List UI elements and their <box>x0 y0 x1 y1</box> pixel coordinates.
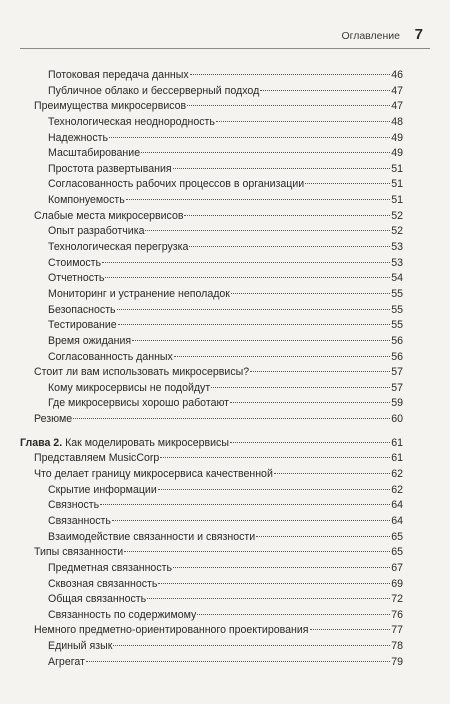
toc-page-number: 55 <box>391 319 403 332</box>
dot-leader <box>145 230 390 231</box>
dot-leader <box>141 152 390 153</box>
toc-entry <box>0 498 450 514</box>
page-number: 7 <box>414 26 423 43</box>
toc-page-number: 51 <box>391 162 403 175</box>
dot-leader <box>250 371 390 372</box>
toc-entry <box>0 209 450 225</box>
table-of-contents <box>0 68 450 670</box>
toc-entry-label: Преимущества микросервисов <box>34 100 187 113</box>
dot-leader <box>126 199 390 200</box>
toc-page-number: 57 <box>391 366 403 379</box>
dot-leader <box>132 340 390 341</box>
toc-entry <box>0 467 450 483</box>
toc-entry <box>0 193 450 209</box>
toc-entry <box>0 350 450 366</box>
dot-leader <box>158 489 390 490</box>
toc-entry-label: Тестирование <box>48 319 117 332</box>
toc-page-number: 64 <box>391 499 403 512</box>
toc-entry-label: Взаимодействие связанности и связности <box>48 530 256 543</box>
dot-leader <box>216 121 390 122</box>
dot-leader <box>113 645 390 646</box>
toc-entry-label: Слабые места микросервисов <box>34 209 184 222</box>
toc-page-number: 57 <box>391 381 403 394</box>
dot-leader <box>147 598 390 599</box>
dot-leader <box>197 614 390 615</box>
toc-entry-label: Агрегат <box>48 655 85 668</box>
toc-page-number: 59 <box>391 397 403 410</box>
toc-entry <box>0 396 450 412</box>
toc-entry-label: Технологическая перегрузка <box>48 241 189 254</box>
toc-entry-label: Представляем MusicCorp <box>34 452 160 465</box>
dot-leader <box>189 246 390 247</box>
toc-entry-label: Скрытие информации <box>48 483 157 496</box>
toc-page-number: 76 <box>391 608 403 621</box>
dot-leader <box>184 215 390 216</box>
toc-entry-label: Сквозная связанность <box>48 577 158 590</box>
dot-leader <box>187 105 390 106</box>
toc-entry-label: Связанность по содержимому <box>48 608 197 621</box>
toc-entry-label: Немного предметно-ориентированного проектирования <box>34 624 309 637</box>
toc-entry-label: Резюме <box>34 413 73 426</box>
dot-leader <box>124 551 390 552</box>
toc-entry <box>0 412 450 428</box>
toc-page-number: 53 <box>391 256 403 269</box>
toc-page-number: 65 <box>391 546 403 559</box>
toc-entry-label: Стоимость <box>48 256 102 269</box>
dot-leader <box>86 661 390 662</box>
toc-entry <box>0 545 450 561</box>
toc-page-number: 47 <box>391 100 403 113</box>
toc-page-number: 54 <box>391 272 403 285</box>
toc-entry-label: Простота развертывания <box>48 162 172 175</box>
toc-entry <box>0 162 450 178</box>
toc-page-number: 61 <box>391 452 403 465</box>
toc-entry <box>0 608 450 624</box>
header-rule <box>20 48 430 49</box>
toc-entry-label: Технологическая неоднородность <box>48 115 215 128</box>
dot-leader <box>211 387 390 388</box>
toc-entry <box>0 240 450 256</box>
toc-entry <box>0 224 450 240</box>
toc-page-number: 47 <box>391 84 403 97</box>
toc-entry-label: Стоит ли вам использовать микросервисы? <box>34 366 250 379</box>
toc-entry-label: Связность <box>48 499 100 512</box>
toc-page-number: 79 <box>391 655 403 668</box>
dot-leader <box>174 356 390 357</box>
toc-page-number: 62 <box>391 468 403 481</box>
toc-entry-label: Типы связанности <box>34 546 124 559</box>
dot-leader <box>105 277 390 278</box>
dot-leader <box>160 457 390 458</box>
dot-leader <box>230 402 390 403</box>
dot-leader <box>117 309 391 310</box>
dot-leader <box>231 293 390 294</box>
toc-entry <box>0 639 450 655</box>
toc-entry-label <box>20 436 229 452</box>
dot-leader <box>274 473 390 474</box>
dot-leader <box>190 74 391 75</box>
toc-entry <box>0 561 450 577</box>
toc-entry <box>0 256 450 272</box>
toc-entry-label: Единый язык <box>48 640 113 653</box>
toc-page-number: 46 <box>391 69 403 81</box>
toc-page-number: 56 <box>391 350 403 363</box>
toc-entry <box>0 592 450 608</box>
toc-page-number: 64 <box>391 514 403 527</box>
toc-page-number: 69 <box>391 577 403 590</box>
toc-entry-label: Согласованность рабочих процессов в организации <box>48 178 305 191</box>
dot-leader <box>158 583 390 584</box>
toc-entry-label: Общая связанность <box>48 593 147 606</box>
toc-entry <box>0 99 450 115</box>
toc-entry-label: Публичное облако и бессерверный подход <box>48 84 260 97</box>
toc-entry-label: Мониторинг и устранение неполадок <box>48 287 230 300</box>
toc-entry <box>0 271 450 287</box>
toc-entry <box>0 287 450 303</box>
dot-leader <box>310 629 391 630</box>
toc-page-number: 65 <box>391 530 403 543</box>
toc-entry <box>0 577 450 593</box>
toc-entry <box>0 303 450 319</box>
toc-entry <box>0 365 450 381</box>
toc-entry-label: Связанность <box>48 514 111 527</box>
chapter-title: Как моделировать микросервисы <box>65 436 229 449</box>
toc-page-number: 53 <box>391 241 403 254</box>
toc-entry-label: Безопасность <box>48 303 116 316</box>
toc-entry <box>0 334 450 350</box>
toc-entry <box>0 483 450 499</box>
toc-entry-label: Опыт разработчика <box>48 225 145 238</box>
page-header <box>0 0 450 48</box>
toc-entry <box>0 131 450 147</box>
dot-leader <box>100 504 390 505</box>
toc-entry-label: Предметная связанность <box>48 561 172 574</box>
toc-entry <box>0 115 450 131</box>
running-header-title: Оглавление <box>341 30 400 42</box>
dot-leader <box>112 520 390 521</box>
dot-leader <box>305 183 390 184</box>
toc-entry-label: Что делает границу микросервиса качественной <box>34 468 273 481</box>
toc-entry-label: Согласованность данных <box>48 350 173 363</box>
toc-entry-label: Компонуемость <box>48 194 125 207</box>
dot-leader <box>256 536 390 537</box>
toc-entry <box>0 318 450 334</box>
toc-entry <box>0 84 450 100</box>
toc-page-number: 55 <box>391 303 403 316</box>
toc-page-number: 60 <box>391 413 403 426</box>
toc-entry <box>0 623 450 639</box>
toc-entry-label: Потоковая передача данных <box>48 69 189 81</box>
toc-page-number: 52 <box>391 225 403 238</box>
toc-entry <box>0 146 450 162</box>
toc-entry-label: Надежность <box>48 131 108 144</box>
toc-page-number: 72 <box>391 593 403 606</box>
dot-leader <box>230 442 390 443</box>
toc-entry-label: Отчетность <box>48 272 105 285</box>
toc-page-number: 55 <box>391 287 403 300</box>
toc-entry <box>0 514 450 530</box>
toc-entry <box>0 68 450 84</box>
toc-entry-label: Кому микросервисы не подойдут <box>48 381 211 394</box>
toc-page-number: 78 <box>391 640 403 653</box>
toc-page-number: 49 <box>391 131 403 144</box>
toc-chapter-entry <box>0 436 450 452</box>
dot-leader <box>173 567 390 568</box>
dot-leader <box>260 90 390 91</box>
dot-leader <box>118 324 391 325</box>
dot-leader <box>102 262 390 263</box>
dot-leader <box>173 168 391 169</box>
dot-leader <box>109 137 390 138</box>
toc-page-number: 77 <box>391 624 403 637</box>
toc-page-number: 48 <box>391 115 403 128</box>
toc-page-number: 52 <box>391 209 403 222</box>
toc-page-number: 67 <box>391 561 403 574</box>
toc-page-number: 61 <box>391 436 403 449</box>
toc-entry <box>0 655 450 671</box>
toc-entry <box>0 530 450 546</box>
dot-leader <box>73 418 390 419</box>
toc-entry-label: Время ожидания <box>48 334 132 347</box>
toc-entry-label: Масштабирование <box>48 147 141 160</box>
toc-entry <box>0 177 450 193</box>
toc-entry <box>0 451 450 467</box>
toc-page-number: 51 <box>391 194 403 207</box>
toc-entry-label: Где микросервисы хорошо работают <box>48 397 230 410</box>
toc-page-number: 56 <box>391 334 403 347</box>
toc-page-number: 49 <box>391 147 403 160</box>
toc-page-number: 62 <box>391 483 403 496</box>
toc-page-number: 51 <box>391 178 403 191</box>
toc-entry <box>0 381 450 397</box>
chapter-prefix: Глава 2. <box>20 436 63 449</box>
